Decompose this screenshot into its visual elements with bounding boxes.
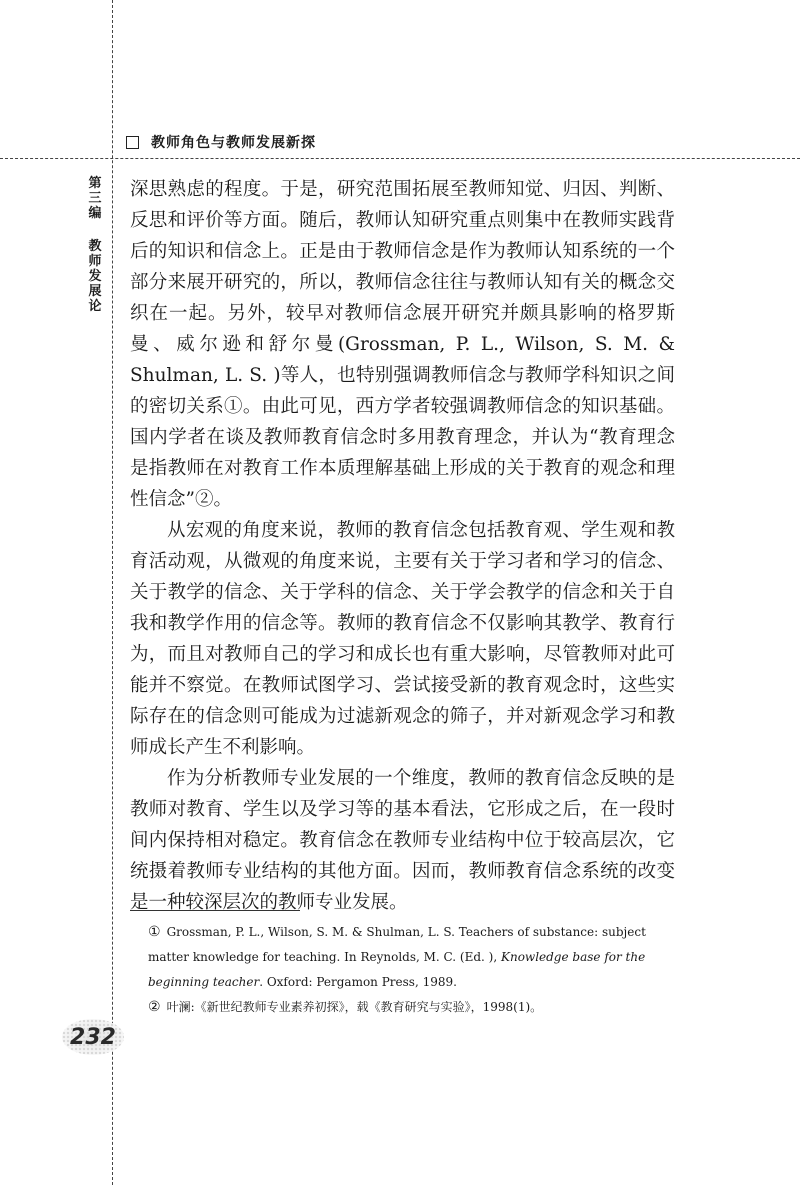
- footnote-book-title: Knowledge base for the beginning teacher: [148, 950, 646, 989]
- vertical-dashed-guide: [112, 0, 113, 1185]
- side-tab: [86, 176, 104, 314]
- paragraph-continued: 深思熟虑的程度。于是，研究范围拓展至教师知觉、归因、判断、反思和评价等方面。随后，教师认知研究重点则集中在教师实践背后的知识和信念上。正是由于教师信念是作为教师认知系统的一个部分来展开研究的，所以，教师信念往往与教师认知有关的概念交织在一起。另外，较早对教师信念展开研究并颇具影响的格罗斯曼、威尔逊和舒尔曼(Grossman, P. L., Wilson, S. M. & Shulman, L. S. )等人，也特别强调教师信念与教师学科知识之间的密切关系①。由此可见，西方学者较强调教师信念的知识基础。国内学者在谈及教师教育信念时多用教育理念，并认为“教育理念是指教师在对教育工作本质理解基础上形成的关于教育的观念和理性信念”②。: [130, 179, 675, 510]
- footnote-marker: ①: [148, 924, 161, 940]
- footnote-marker: ②: [148, 999, 161, 1015]
- side-tab-title: 教师发展论: [88, 239, 102, 314]
- paragraph: 作为分析教师专业发展的一个维度，教师的教育信念反映的是教师对教育、学生以及学习等的基本看法，它形成之后，在一段时间内保持相对稳定。教育信念在教师专业结构中位于较高层次，它统摄着教师专业结构的其他方面。因而，教师教育信念系统的改变是一种较深层次的教师专业发展。: [130, 768, 675, 913]
- footnote-text: Grossman, P. L., Wilson, S. M. & Shulman, L. S. Teachers of substance: subject matter knowledge for teaching. In Reynolds, M. C. (Ed. ),: [148, 925, 646, 964]
- running-head: [126, 132, 316, 152]
- square-bullet-icon: [126, 136, 139, 149]
- footnote-rule: [130, 910, 300, 911]
- page-number: 232: [70, 1024, 116, 1050]
- paragraph: 从宏观的角度来说，教师的教育信念包括教育观、学生观和教育活动观，从微观的角度来说，主要有关于学习者和学习的信念、关于教学的信念、关于学科的信念、关于学会教学的信念和关于自我和教学作用的信念等。教师的教育信念不仅影响其教学、教育行为，而且对教师自己的学习和成长也有重大影响，尽管教师对此可能并不察觉。在教师试图学习、尝试接受新的教育观念时，这些实际存在的信念则可能成为过滤新观念的筛子，并对新观念学习和教师成长产生不利影响。: [130, 520, 675, 758]
- side-tab-part: 第三编: [88, 176, 102, 221]
- horizontal-dashed-guide: [0, 158, 800, 159]
- footnotes: [148, 920, 676, 1020]
- footnote-1: [148, 920, 676, 995]
- running-head-title: 教师角色与教师发展新探: [151, 135, 316, 151]
- footnote-2: [148, 995, 676, 1020]
- page-number-badge: [62, 1019, 124, 1055]
- body-text: [130, 174, 675, 918]
- footnote-text: 叶澜:《新世纪教师专业素养初探》，载《教育研究与实验》，1998(1)。: [166, 1000, 543, 1014]
- footnote-text-tail: . Oxford: Pergamon Press, 1989.: [259, 975, 457, 989]
